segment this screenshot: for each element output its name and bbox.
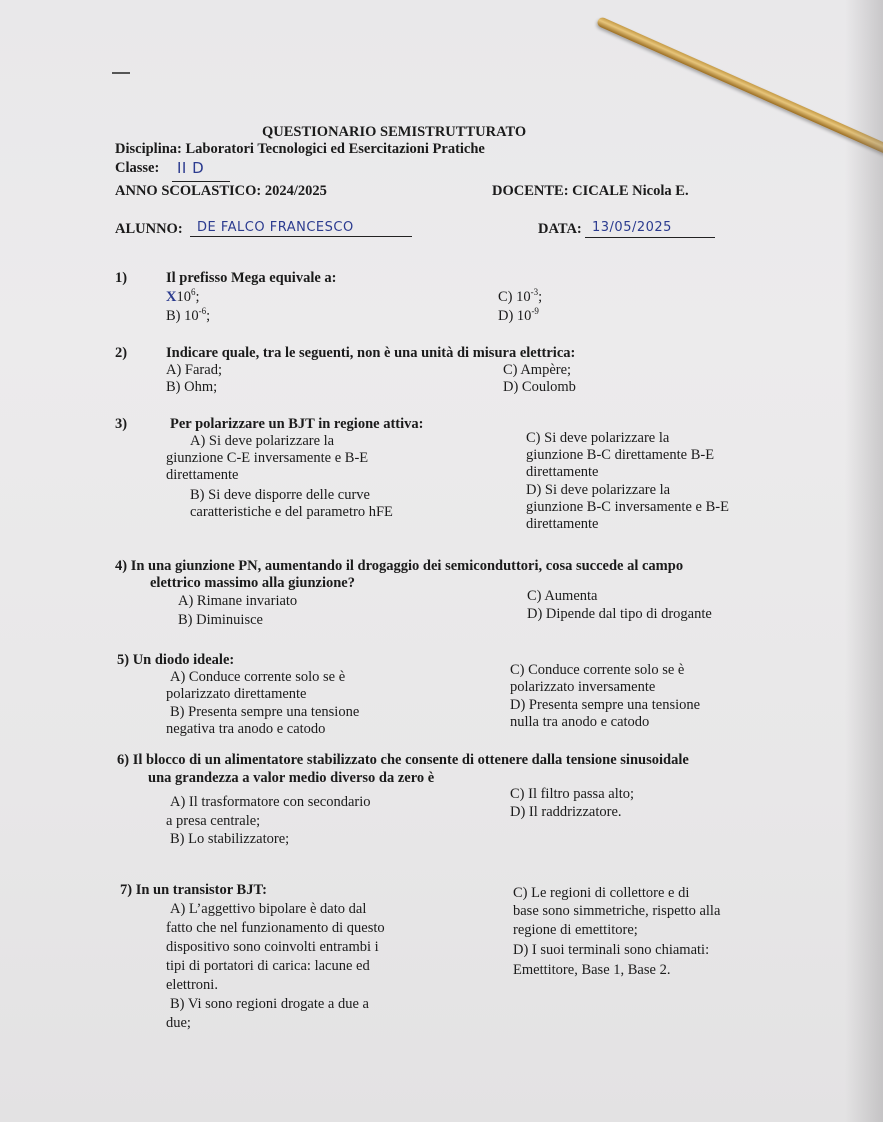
q2-number: 2) — [115, 345, 128, 361]
discipline: Disciplina: Laboratori Tecnologici ed Esercitazioni Pratiche — [115, 141, 485, 157]
school-year: ANNO SCOLASTICO: 2024/2025 — [115, 183, 327, 199]
q4-text-line2: elettrico massimo alla giunzione? — [150, 575, 355, 591]
q2-text: Indicare quale, tra le seguenti, non è una unità di misura elettrica: — [166, 345, 576, 361]
student-underline — [190, 236, 412, 237]
q4-option-c[interactable]: C) Aumenta — [527, 588, 598, 604]
q6-option-d[interactable]: D) Il raddrizzatore. — [510, 804, 622, 820]
q7-text: 7) In un transistor BJT: — [120, 882, 267, 898]
student-label: ALUNNO: — [115, 221, 183, 237]
class-underline — [172, 181, 230, 182]
teacher: DOCENTE: CICALE Nicola E. — [492, 183, 689, 199]
date-value: 13/05/2025 — [592, 220, 672, 235]
q2-option-a[interactable]: A) Farad; — [166, 362, 222, 378]
class-value: II D — [177, 159, 205, 177]
q4-option-b[interactable]: B) Diminuisce — [178, 612, 263, 628]
q4-option-a[interactable]: A) Rimane invariato — [178, 593, 298, 609]
q6-text-line2: una grandezza a valor medio diverso da zero è — [148, 770, 435, 786]
q5-text: 5) Un diodo ideale: — [117, 652, 235, 668]
q3-number: 3) — [115, 416, 128, 432]
date-label: DATA: — [538, 221, 582, 237]
q1-answer-mark: X — [166, 289, 177, 305]
pen-mark — [112, 72, 130, 74]
q6-option-b[interactable]: B) Lo stabilizzatore; — [170, 831, 290, 847]
q1-text: Il prefisso Mega equivale a: — [166, 270, 337, 286]
q4-option-d[interactable]: D) Dipende dal tipo di drogante — [527, 606, 712, 622]
paper-sheet: QUESTIONARIO SEMISTRUTTURATO Disciplina: Laboratori Tecnologici ed Esercitazioni Pratiche Classe: II D ANNO SCOLASTICO: 2024/2025 DOCENTE: CICALE Nicola E. ALUNNO: DE FALCO FRANCESCO DATA: 13/05/2025 1) Il prefisso Mega equivale a: $X10^6$; B) $10^{-6}$; C) $10^{-3}$; D) $10^{-9}$ 2) Indicare quale, tra le seguenti, non è una unità di misura elettrica: A) Farad; B) Ohm; C) Ampère; D) Coulomb 3) Per polarizzare un BJT in regione attiva: A) Si deve polarizzare la giunzione C-E inversamente e B-E direttamente B) Si deve disporre delle curve caratteristiche e del parametro hFE C) Si deve polarizzare la giunzione B-C direttamente B-E direttamente D) Si deve polarizzare la giunzione B-C inversamente e B-E direttamente 4) In una giunzione PN, aumentando il drogaggio dei semiconduttori, cosa succede al campo elettrico massimo alla giunzione? A) Rimane invariato B) Diminuisce C) Aumenta D) Dipende dal tipo di drogante 5) Un diodo ideale: A) Conduce corrente solo se è polarizzato direttamente B) Presenta sempre una tensione negativa tra anodo e catodo C) Conduce corrente solo se è polarizzato inversamente D) Presenta sempre una tensione nulla tra anodo e catodo 6) Il blocco di un alimentatore stabilizzato che consente di ottenere dalla tensione sinusoidale una grandezza a valor medio diverso da zero è A) Il trasformatore con secondario a presa centrale; B) Lo stabilizzatore; C) Il filtro passa alto; D) Il raddrizzatore. 7) In un transistor BJT: A) L’aggettivo bipolare è dato dal fatto che nel funzionamento di questo dispositivo sono coinvolti entrambi i tipi di portatori di carica: lacune ed elettroni. B) Vi sono regioni drogate a due a due; C) Le regioni di collettore e di base sono simmetriche, rispetto alla regione di emettitore; D) I suoi terminali sono chiamati: Emettitore, Base 1, Base 2. — [0, 0, 883, 1122]
q4-text-line1: 4) In una giunzione PN, aumentando il drogaggio dei semiconduttori, cosa succede al campo — [115, 558, 684, 574]
page-title: QUESTIONARIO SEMISTRUTTURATO — [262, 124, 527, 140]
q3-text: Per polarizzare un BJT in regione attiva: — [170, 416, 424, 432]
q6-option-c[interactable]: C) Il filtro passa alto; — [510, 786, 635, 802]
q2-option-b[interactable]: B) Ohm; — [166, 379, 218, 395]
q1-option-c[interactable]: C) $10^{-3}$; — [498, 287, 543, 305]
q2-option-d[interactable]: D) Coulomb — [503, 379, 576, 395]
q1-option-b[interactable]: B) $10^{-6}$; — [166, 306, 211, 324]
pen — [596, 16, 883, 159]
class-label: Classe: — [115, 160, 160, 176]
student-name: DE FALCO FRANCESCO — [197, 220, 354, 235]
q2-option-c[interactable]: C) Ampère; — [503, 362, 572, 378]
q6-text-line1: 6) Il blocco di un alimentatore stabilizzato che consente di ottenere dalla tensione sinusoidale — [117, 752, 689, 768]
q1-option-d[interactable]: D) $10^{-9}$ — [498, 306, 539, 324]
q1-number: 1) — [115, 270, 128, 286]
q1-option-a[interactable]: $X10^6$; — [166, 287, 200, 305]
date-underline — [585, 237, 715, 238]
